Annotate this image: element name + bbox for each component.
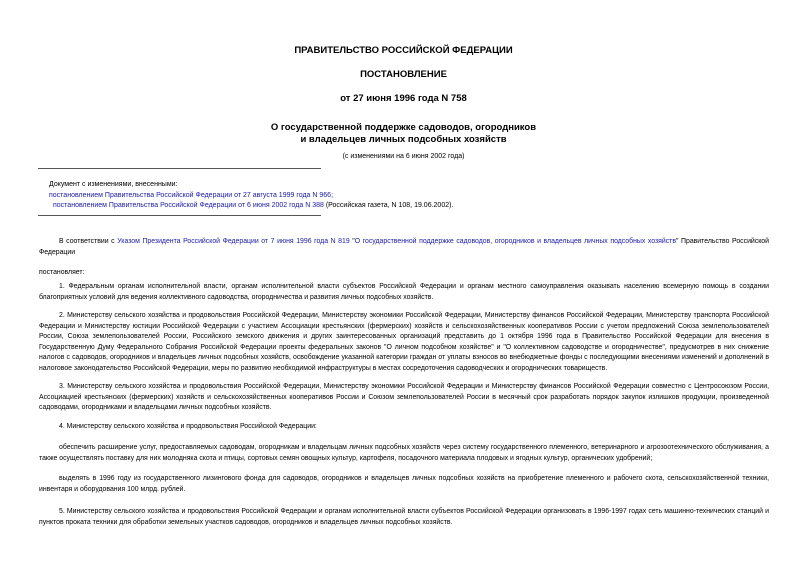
paragraph-1: 1. Федеральным органам исполнительной власти, органам исполнительной власти субъектов Российской Федерации и органам местного самоуправления оказывать населению всемерную помощь в создании благоприятных условий для ведения коллективного садоводства, огородничества и развития личных подсобных хозяйств.: [39, 283, 769, 301]
preamble: [39, 237, 769, 258]
issuing-authority: ПРАВИТЕЛЬСТВО РОССИЙСКОЙ ФЕДЕРАЦИИ: [294, 45, 513, 56]
document-type: ПОСТАНОВЛЕНИЕ: [360, 69, 447, 80]
amendment-link-1999[interactable]: постановлением Правительства Российской Федерации от 27 августа 1999 года N 966;: [49, 191, 334, 199]
paragraph-2: 2. Министерству сельского хозяйства и продовольствия Российской Федерации, Министерству экономики Российской Федерации, Министерству финансов Российской Федерации, Министерству транспорта Российской Федерации и Министерству юстиции Российской Федерации с участием Ассоциации крестьянских (фермерских) хозяйств и сельскохозяйственных кооперативов России с учетом предложений Союза землепользователей России, Союза землепользователей России, Российского земского движения и других заинтересованных организаций представить до 1 октября 1996 года в Правительство Российской Федерации для внесения в Государственную Думу Федерального Собрания Российской Федерации проекты федеральных законов "О личном подсобном хозяйстве" и "О коллективном садоводстве и огородничестве", предусмотрев в них снижение налогов с садоводов, огородников и владельцев личных подсобных хозяйств, освобождение указанной категории граждан от уплаты взносов во внебюджетные фонды с последующими внесениями изменений и дополнений в налоговое законодательство Российской Федерации, меры по развитию необходимой инфраструктуры в местах сосредоточения садоводческих и огороднических товариществ.: [39, 312, 769, 372]
amendments-block: [49, 180, 649, 212]
presidential-decree-link[interactable]: Указом Президента Российской Федерации от 7 июня 1996 года N 819: [117, 238, 350, 245]
document-title: [0, 122, 807, 146]
amendments-date-note: (с изменениями на 6 июня 2002 года): [342, 153, 465, 160]
paragraph-3: 3. Министерству сельского хозяйства и продовольствия Российской Федерации, Министерству экономики Российской Федерации и Министерству финансов Российской Федерации совместно с Центросоюзом России, Ассоциацией крестьянских (фермерских) хозяйств и сельскохозяйственных кооперативов России и Союзом землепользователей России в месячный срок разработать порядок закупок излишков продукции, произведенной садоводами, огородниками и владельцами личных подсобных хозяйств.: [39, 383, 769, 412]
decree-title-link[interactable]: О государственной поддержке садоводов, огородников и владельцев личных подсобных хозяйств: [354, 238, 676, 245]
preamble-mid: ": [349, 238, 355, 245]
amendments-intro: Документ с изменениями, внесенными:: [49, 181, 178, 188]
preamble-end: " Правительство Российской Федерации: [39, 238, 769, 256]
preamble-start: В соответствии с: [59, 238, 118, 245]
amendment-link-2002[interactable]: постановлением Правительства Российской Федерации от 6 июня 2002 года N 388: [53, 202, 324, 209]
title-line-2: и владельцев личных подсобных хозяйств: [300, 134, 507, 145]
paragraph-4b: выделять в 1996 году из государственного лизингового фонда для садоводов, огородников и владельцев личных подсобных хозяйств на приобретение племенного и рабочего скота, сельскохозяйственной техники, инвентаря и оборудования 100 млрд. рублей.: [39, 475, 769, 493]
paragraph-4: 4. Министерству сельского хозяйства и продовольствия Российской Федерации:: [59, 423, 317, 430]
paragraph-4a: обеспечить расширение услуг, предоставляемых садоводам, огородникам и владельцам личных подсобных хозяйств через систему государственного племенного, ветеринарного и агрозоотехнического обслуживания, а также осуществлять поставку для них молодняка скота и птицы, сортовых семян овощных культур, картофеля, посадочного материала плодовых и ягодных культур, органических удобрений;: [39, 444, 769, 462]
divider-top: [38, 168, 321, 169]
decrees-word: постановляет:: [39, 269, 85, 276]
divider-bottom: [38, 215, 321, 216]
title-line-1: О государственной поддержке садоводов, огородников: [270, 122, 537, 133]
paragraph-5: 5. Министерству сельского хозяйства и продовольствия Российской Федерации и органам исполнительной власти субъектов Российской Федерации организовать в 1996-1997 годах сеть машинно-технических станций и пунктов проката техники для обработки земельных участков садоводов, огородников и владельцев личных подсобных хозяйств.: [39, 508, 769, 526]
amendment-source: (Российская газета, N 108, 19.06.2002).: [323, 202, 454, 209]
document-date-number: от 27 июня 1996 года N 758: [340, 93, 467, 104]
